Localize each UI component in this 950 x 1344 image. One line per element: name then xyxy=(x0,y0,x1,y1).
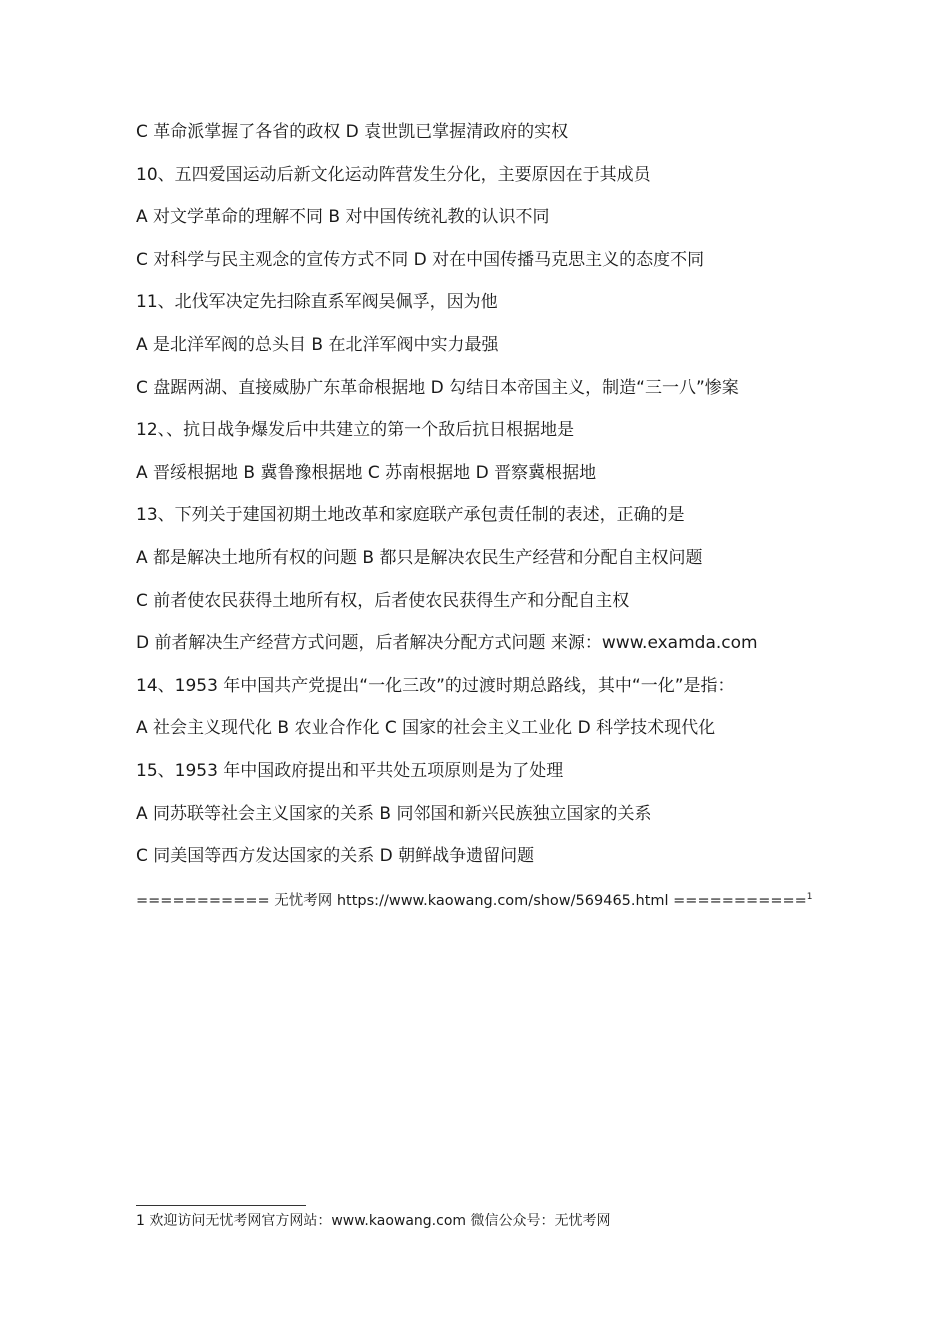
option-line: C 同美国等西方发达国家的关系 D 朝鲜战争遗留问题 xyxy=(136,846,535,867)
footnote-divider xyxy=(136,1205,306,1206)
separator-text: =========== 无忧考网 https://www.kaowang.com/show/569465.html =========== xyxy=(136,892,807,909)
option-line: C 盘踞两湖、直接威胁广东革命根据地 D 勾结日本帝国主义，制造“三一八”惨案 xyxy=(136,377,739,398)
option-line: A 晋绥根据地 B 冀鲁豫根据地 C 苏南根据地 D 晋察冀根据地 xyxy=(136,462,597,483)
question-10: 10、五四爱国运动后新文化运动阵营发生分化，主要原因在于其成员 xyxy=(136,164,651,185)
option-line: A 都是解决土地所有权的问题 B 都只是解决农民生产经营和分配自主权问题 xyxy=(136,547,703,568)
footnote-reference: 1 xyxy=(806,891,813,902)
source-separator xyxy=(136,882,826,912)
option-line: C 前者使农民获得土地所有权，后者使农民获得生产和分配自主权 xyxy=(136,590,630,611)
option-line: A 对文学革命的理解不同 B 对中国传统礼教的认识不同 xyxy=(136,207,550,228)
question-list xyxy=(136,111,826,912)
text-line: C 革命派掌握了各省的政权 D 袁世凯已掌握清政府的实权 xyxy=(136,122,569,142)
option-line: D 前者解决生产经营方式问题，后者解决分配方式问题 来源：www.examda.com xyxy=(136,633,758,654)
option-line: A 社会主义现代化 B 农业合作化 C 国家的社会主义工业化 D 科学技术现代化 xyxy=(136,718,716,739)
question-15: 15、1953 年中国政府提出和平共处五项原则是为了处理 xyxy=(136,760,564,781)
question-11: 11、北伐军决定先扫除直系军阀吴佩孚，因为他 xyxy=(136,292,498,313)
option-line: A 同苏联等社会主义国家的关系 B 同邻国和新兴民族独立国家的关系 xyxy=(136,803,652,824)
option-line: C 对科学与民主观念的宣传方式不同 D 对在中国传播马克思主义的态度不同 xyxy=(136,249,705,270)
footnote-text: 1 欢迎访问无忧考网官方网站：www.kaowang.com 微信公众号：无忧考网 xyxy=(136,1213,611,1229)
question-12: 12、、抗日战争爆发后中共建立的第一个敌后抗日根据地是 xyxy=(136,420,575,441)
question-14: 14、1953 年中国共产党提出“一化三改”的过渡时期总路线，其中“一化”是指： xyxy=(136,675,735,696)
question-13: 13、下列关于建国初期土地改革和家庭联产承包责任制的表述，正确的是 xyxy=(136,505,685,526)
option-line: A 是北洋军阀的总头目 B 在北洋军阀中实力最强 xyxy=(136,334,499,355)
